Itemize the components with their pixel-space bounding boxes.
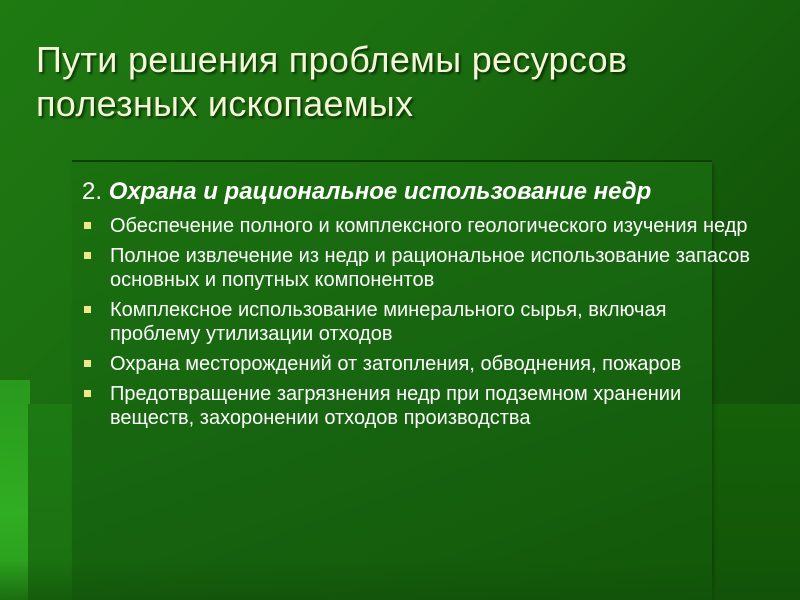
- list-item-text: Обеспечение полного и комплексного геологического изучения недр: [110, 215, 748, 237]
- square-bullet-icon: [84, 222, 91, 229]
- section-heading: [82, 178, 762, 206]
- list-item: [82, 298, 762, 346]
- slide-title: Пути решения проблемы ресурсов полезных ископаемых: [36, 39, 628, 124]
- content-body: [82, 178, 762, 436]
- section-heading-text: Охрана и рациональное использование недр: [108, 178, 652, 205]
- square-bullet-icon: [84, 360, 91, 367]
- square-bullet-icon: [84, 252, 91, 259]
- list-item: [82, 352, 762, 376]
- list-item-text: Охрана месторождений от затопления, обводнения, пожаров: [110, 353, 682, 375]
- square-bullet-icon: [84, 306, 91, 313]
- list-item-text: Полное извлечение из недр и рациональное использование запасов основных и попутных компонентов: [110, 245, 750, 291]
- square-bullet-icon: [84, 390, 91, 397]
- background-shade-bottom: [0, 560, 800, 600]
- list-item-text: Комплексное использование минерального сырья, включая проблему утилизации отходов: [110, 299, 667, 345]
- list-item-text: Предотвращение загрязнения недр при подземном хранении веществ, захоронении отходов производства: [110, 383, 682, 429]
- list-item: [82, 244, 762, 292]
- bullet-list: [82, 214, 762, 430]
- list-item: [82, 382, 762, 430]
- list-item: [82, 214, 762, 238]
- section-number: 2.: [82, 178, 103, 205]
